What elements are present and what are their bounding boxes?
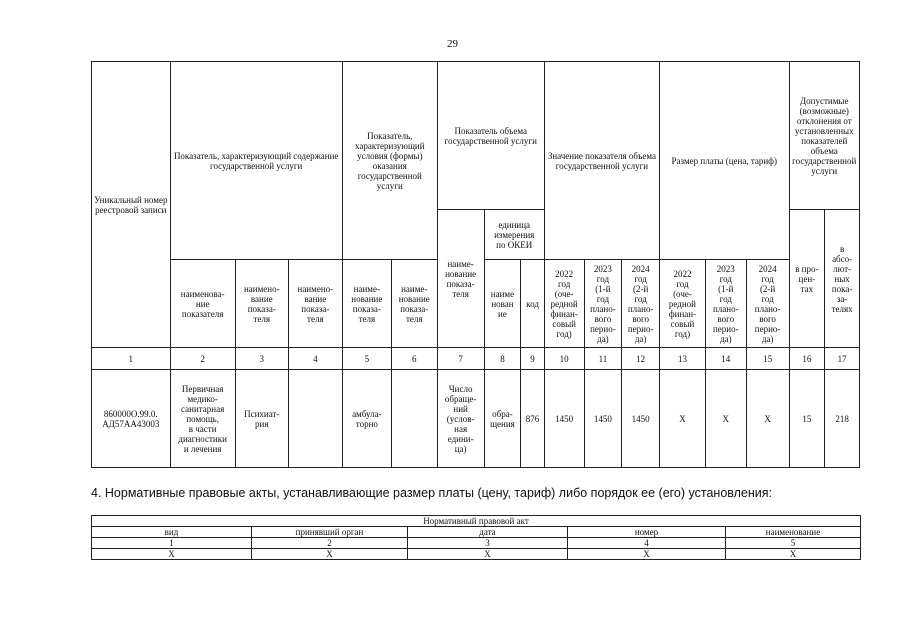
- column-number: 9: [521, 348, 544, 370]
- cell-volume-2022: 1450: [544, 370, 584, 468]
- cell-content-indicator-3: [288, 370, 342, 468]
- header-indicator-name-3: наимено- вание показа- теля: [235, 260, 288, 348]
- cell-fee-2024: X: [746, 370, 789, 468]
- cell-volume-indicator-name: Число обраще- ний (услов- ная едини- ца): [437, 370, 484, 468]
- header-fee-2022: 2022 год (оче- редной финан- совый год): [660, 260, 706, 348]
- column-number: 1: [92, 348, 171, 370]
- cell-deviation-percent: 15: [789, 370, 825, 468]
- column-number: 2: [170, 348, 235, 370]
- cell-fee-2023: X: [705, 370, 746, 468]
- cell-volume-2023: 1450: [584, 370, 622, 468]
- header-unit-code: код: [521, 260, 544, 348]
- column-number: 16: [789, 348, 825, 370]
- column-number: 7: [437, 348, 484, 370]
- header-deviations: Допустимые (возможные) отклонения от установленных показателей объема государственной услуги: [789, 62, 859, 210]
- header-volume-2024: 2024 год (2-й год плано- вого перио- да): [622, 260, 660, 348]
- column-number: 2: [252, 538, 408, 549]
- column-number-row: [92, 348, 860, 370]
- column-number: 3: [235, 348, 288, 370]
- cell-unit-code: 876: [521, 370, 544, 468]
- column-number: 10: [544, 348, 584, 370]
- legal-act-cell: X: [92, 549, 252, 560]
- column-number: 17: [825, 348, 860, 370]
- column-number: 4: [568, 538, 726, 549]
- cell-volume-2024: 1450: [622, 370, 660, 468]
- legal-act-title: Нормативный правовой акт: [92, 516, 861, 527]
- cell-condition-1: амбула- торно: [342, 370, 391, 468]
- column-number: 1: [92, 538, 252, 549]
- legal-act-cell: X: [726, 549, 861, 560]
- header-indicator-name-6: наиме- нование показа- теля: [391, 260, 437, 348]
- column-number: 15: [746, 348, 789, 370]
- header-volume-value: Значение показателя объема государственной услуги: [544, 62, 659, 260]
- service-volume-table: [91, 61, 860, 468]
- header-indicator-name-2: наименова- ние показателя: [170, 260, 235, 348]
- header-fee-2023: 2023 год (1-й год плано- вого перио- да): [705, 260, 746, 348]
- header-volume-2023: 2023 год (1-й год плано- вого перио- да): [584, 260, 622, 348]
- table-row: [92, 370, 860, 468]
- header-unit-name: наиме нован ие: [484, 260, 521, 348]
- column-number: 12: [622, 348, 660, 370]
- column-number: 4: [288, 348, 342, 370]
- legal-acts-table: [91, 515, 861, 560]
- header-fee-2024: 2024 год (2-й год плано- вого перио- да): [746, 260, 789, 348]
- legal-act-col-number: номер: [568, 527, 726, 538]
- column-number: 14: [705, 348, 746, 370]
- cell-unit-name: обра- щения: [484, 370, 521, 468]
- legal-act-col-authority: принявший орган: [252, 527, 408, 538]
- column-number: 11: [584, 348, 622, 370]
- column-number: 6: [391, 348, 437, 370]
- legal-act-col-type: вид: [92, 527, 252, 538]
- header-unique-number: Уникальный номер реестровой записи: [92, 62, 171, 348]
- header-indicator-name-7: наиме- нование показа- теля: [437, 210, 484, 348]
- header-volume-indicator: Показатель объема государственной услуги: [437, 62, 544, 210]
- legal-act-cell: X: [408, 549, 568, 560]
- cell-condition-2: [391, 370, 437, 468]
- page-number: 29: [447, 38, 458, 50]
- table-row: [92, 549, 861, 560]
- legal-act-col-name: наименование: [726, 527, 861, 538]
- header-indicator-name-4: наимено- вание показа- теля: [288, 260, 342, 348]
- header-volume-2022: 2022 год (оче- редной финан- совый год): [544, 260, 584, 348]
- cell-content-indicator-1: Первичная медико- санитарная помощь, в части диагностики и лечения: [170, 370, 235, 468]
- header-indicator-name-5: наиме- нование показа- теля: [342, 260, 391, 348]
- header-content-indicator: Показатель, характеризующий содержание государственной услуги: [170, 62, 342, 260]
- legal-act-cell: X: [252, 549, 408, 560]
- header-conditions-indicator: Показатель, характеризующий условия (формы) оказания государственной услуги: [342, 62, 437, 260]
- cell-fee-2022: X: [660, 370, 706, 468]
- column-number: 3: [408, 538, 568, 549]
- column-number: 5: [726, 538, 861, 549]
- cell-registry-number: 860000О.99.0. АД57АА43003: [92, 370, 171, 468]
- header-deviation-absolute: в абсо- лют- ных пока- за- телях: [825, 210, 860, 348]
- cell-deviation-absolute: 218: [825, 370, 860, 468]
- column-number: 5: [342, 348, 391, 370]
- column-number: 8: [484, 348, 521, 370]
- header-unit-okei: единица измерения по ОКЕИ: [484, 210, 544, 260]
- column-number: 13: [660, 348, 706, 370]
- legal-act-col-date: дата: [408, 527, 568, 538]
- cell-content-indicator-2: Психиат- рия: [235, 370, 288, 468]
- section-4-heading: 4. Нормативные правовые акты, устанавливающие размер платы (цену, тариф) либо порядок ее (его) установления:: [91, 486, 772, 500]
- legal-act-column-number-row: [92, 538, 861, 549]
- legal-act-cell: X: [568, 549, 726, 560]
- header-fee-size: Размер платы (цена, тариф): [660, 62, 790, 260]
- header-deviation-percent: в про- цен- тах: [789, 210, 825, 348]
